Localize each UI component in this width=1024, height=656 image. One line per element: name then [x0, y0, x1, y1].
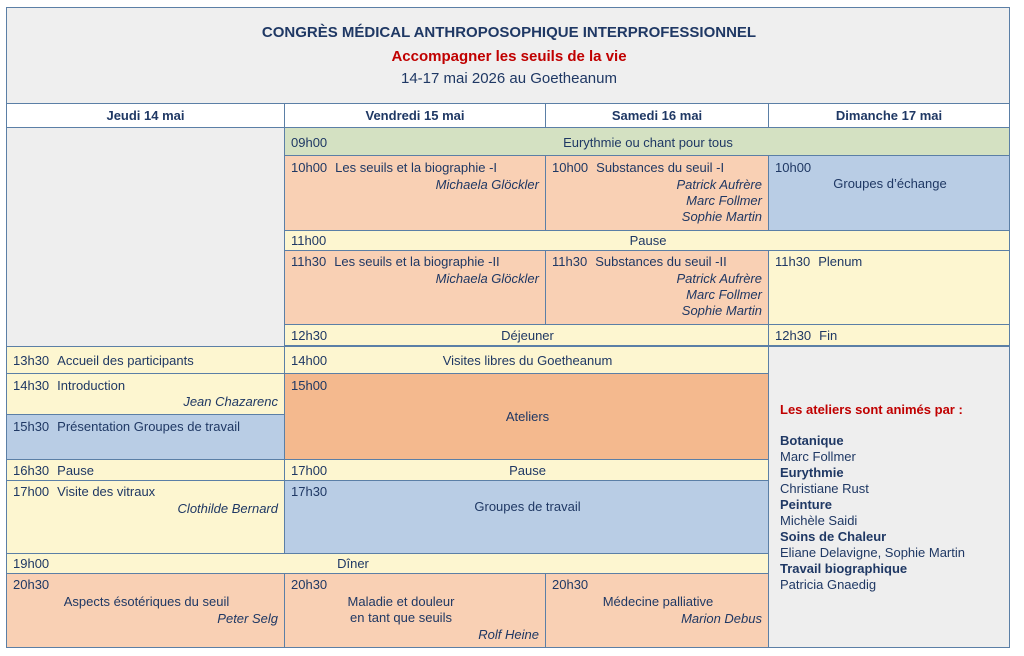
- session-diner: [6, 553, 769, 574]
- session-speaker: Michaela Glöckler: [435, 177, 539, 192]
- session-time: 20h30: [291, 577, 328, 592]
- session-time: 13h30: [13, 353, 50, 368]
- session-friday-20h30: [284, 573, 546, 648]
- session-title: Eurythmie ou chant pour tous: [563, 135, 733, 150]
- session-header: [775, 328, 837, 344]
- session-time: 12h30: [775, 328, 812, 343]
- session-speaker: Marion Debus: [681, 611, 762, 626]
- session-time: 17h00: [13, 484, 50, 499]
- session-pause-11h00: [284, 230, 1010, 251]
- session-title: Introduction: [57, 378, 126, 393]
- session-title: Pause: [57, 463, 95, 478]
- session-title: Accueil des participants: [57, 353, 194, 368]
- session-speaker: Clothilde Bernard: [177, 501, 278, 516]
- session-time: 17h00: [291, 463, 328, 478]
- session-speaker: Sophie Martin: [681, 209, 762, 224]
- session-title: Les seuils et la biographie -I: [335, 160, 498, 175]
- session-speaker: Marc Follmer: [686, 193, 762, 208]
- session-title: Médecine palliative: [602, 594, 714, 609]
- session-time: 15h00: [291, 378, 328, 393]
- session-speaker: Patrick Aufrère: [676, 177, 762, 192]
- workshop-category: Peinture: [780, 497, 833, 512]
- event-dates: 14-17 mai 2026 au Goetheanum: [401, 70, 617, 87]
- workshop-leader: Eliane Delavigne, Sophie Martin: [780, 545, 965, 560]
- session-time: 17h30: [291, 484, 328, 499]
- session-time: 11h30: [552, 254, 588, 269]
- session-saturday-10h00: [545, 155, 769, 231]
- session-accueil: [6, 346, 285, 374]
- session-header: [552, 160, 724, 176]
- session-time: 11h00: [291, 233, 327, 248]
- day-header-sunday: Dimanche 17 mai: [768, 103, 1010, 128]
- session-title: Pause: [509, 463, 546, 478]
- session-time: 12h30: [291, 328, 328, 343]
- session-thursday-20h30: [6, 573, 285, 648]
- session-visites: [284, 346, 769, 374]
- session-speaker: Sophie Martin: [681, 303, 762, 318]
- session-time: 15h30: [13, 419, 50, 434]
- session-header: [13, 378, 125, 394]
- workshop-leader: Marc Follmer: [780, 449, 856, 464]
- session-speaker: Patrick Aufrère: [676, 271, 762, 286]
- session-title: Ateliers: [505, 409, 550, 424]
- session-introduction: [6, 373, 285, 415]
- session-ateliers: [284, 373, 769, 460]
- session-friday-11h30: [284, 250, 546, 325]
- session-header: [291, 254, 500, 270]
- session-time: 20h30: [552, 577, 589, 592]
- session-time: 10h00: [552, 160, 589, 175]
- session-title: Pause: [629, 233, 667, 248]
- workshop-leader: Patricia Gnaedig: [780, 577, 877, 592]
- session-title: Plenum: [818, 254, 863, 269]
- title-block: [6, 7, 1010, 104]
- session-eurythmie: [284, 127, 1010, 156]
- workshops-panel: [768, 346, 1010, 648]
- session-time: 11h30: [775, 254, 811, 269]
- day-header-saturday: Samedi 16 mai: [545, 103, 769, 128]
- day-header-thursday: Jeudi 14 mai: [6, 103, 285, 128]
- session-title: Groupes d’échange: [833, 176, 947, 191]
- session-title: Aspects ésotériques du seuil: [63, 594, 230, 609]
- page-subtitle: Accompagner les seuils de la vie: [391, 48, 627, 65]
- session-header: [13, 353, 194, 369]
- session-pause-16h30: [6, 459, 285, 481]
- session-title: Fin: [819, 328, 838, 343]
- workshop-category: Soins de Chaleur: [780, 529, 887, 544]
- session-speaker: Marc Follmer: [686, 287, 762, 302]
- session-presentation: [6, 414, 285, 460]
- session-vitraux: [6, 480, 285, 554]
- workshop-category: Travail biographique: [780, 561, 908, 576]
- session-time: 14h00: [291, 353, 328, 368]
- session-speaker: Peter Selg: [217, 611, 278, 626]
- session-time: 19h00: [13, 556, 50, 571]
- session-header: [13, 484, 155, 500]
- session-saturday-20h30: [545, 573, 769, 648]
- workshops-heading: Les ateliers sont animés par :: [780, 402, 963, 417]
- workshop-leader: Michèle Saidi: [780, 513, 858, 528]
- workshop-category: Eurythmie: [780, 465, 844, 480]
- workshops-list: [780, 433, 1008, 593]
- workshop-leader: Christiane Rust: [780, 481, 869, 496]
- page-title: CONGRÈS MÉDICAL ANTHROPOSOPHIQUE INTERPROFESSIONNEL: [261, 24, 757, 41]
- session-header: [291, 160, 497, 176]
- session-header: [775, 254, 862, 270]
- session-title: Visite des vitraux: [57, 484, 156, 499]
- session-title: Dîner: [337, 556, 369, 571]
- session-title: Substances du seuil -II: [595, 254, 727, 269]
- session-header: [13, 419, 240, 435]
- session-groupes-de-travail: [284, 480, 769, 554]
- session-title: Maladie et douleur: [347, 594, 455, 609]
- session-fin: [768, 324, 1010, 346]
- session-time: 10h00: [291, 160, 328, 175]
- session-saturday-11h30: [545, 250, 769, 325]
- session-header: [13, 463, 94, 479]
- session-title: Groupes de travail: [474, 499, 581, 514]
- session-header: [552, 254, 727, 270]
- thursday-empty-morning: [6, 127, 285, 347]
- session-title: Substances du seuil -I: [596, 160, 725, 175]
- session-time: 20h30: [13, 577, 50, 592]
- session-time: 11h30: [291, 254, 327, 269]
- session-title: Visites libres du Goetheanum: [442, 353, 613, 368]
- session-dejeuner: [284, 324, 769, 346]
- session-speaker: Jean Chazarenc: [183, 394, 278, 409]
- session-speaker: Rolf Heine: [478, 627, 539, 642]
- session-sunday-10h00: [768, 155, 1010, 231]
- session-title: Présentation Groupes de travail: [57, 419, 240, 434]
- session-friday-10h00: [284, 155, 546, 231]
- session-title: Déjeuner: [501, 328, 554, 343]
- session-time: 16h30: [13, 463, 50, 478]
- session-title: Les seuils et la biographie -II: [334, 254, 500, 269]
- session-sunday-plenum: [768, 250, 1010, 325]
- session-title: en tant que seuils: [350, 610, 452, 625]
- day-header-friday: Vendredi 15 mai: [284, 103, 546, 128]
- session-pause-17h00: [284, 459, 769, 481]
- session-time: 09h00: [291, 135, 328, 150]
- session-speaker: Michaela Glöckler: [435, 271, 539, 286]
- session-time: 10h00: [775, 160, 812, 175]
- workshop-category: Botanique: [780, 433, 844, 448]
- session-time: 14h30: [13, 378, 50, 393]
